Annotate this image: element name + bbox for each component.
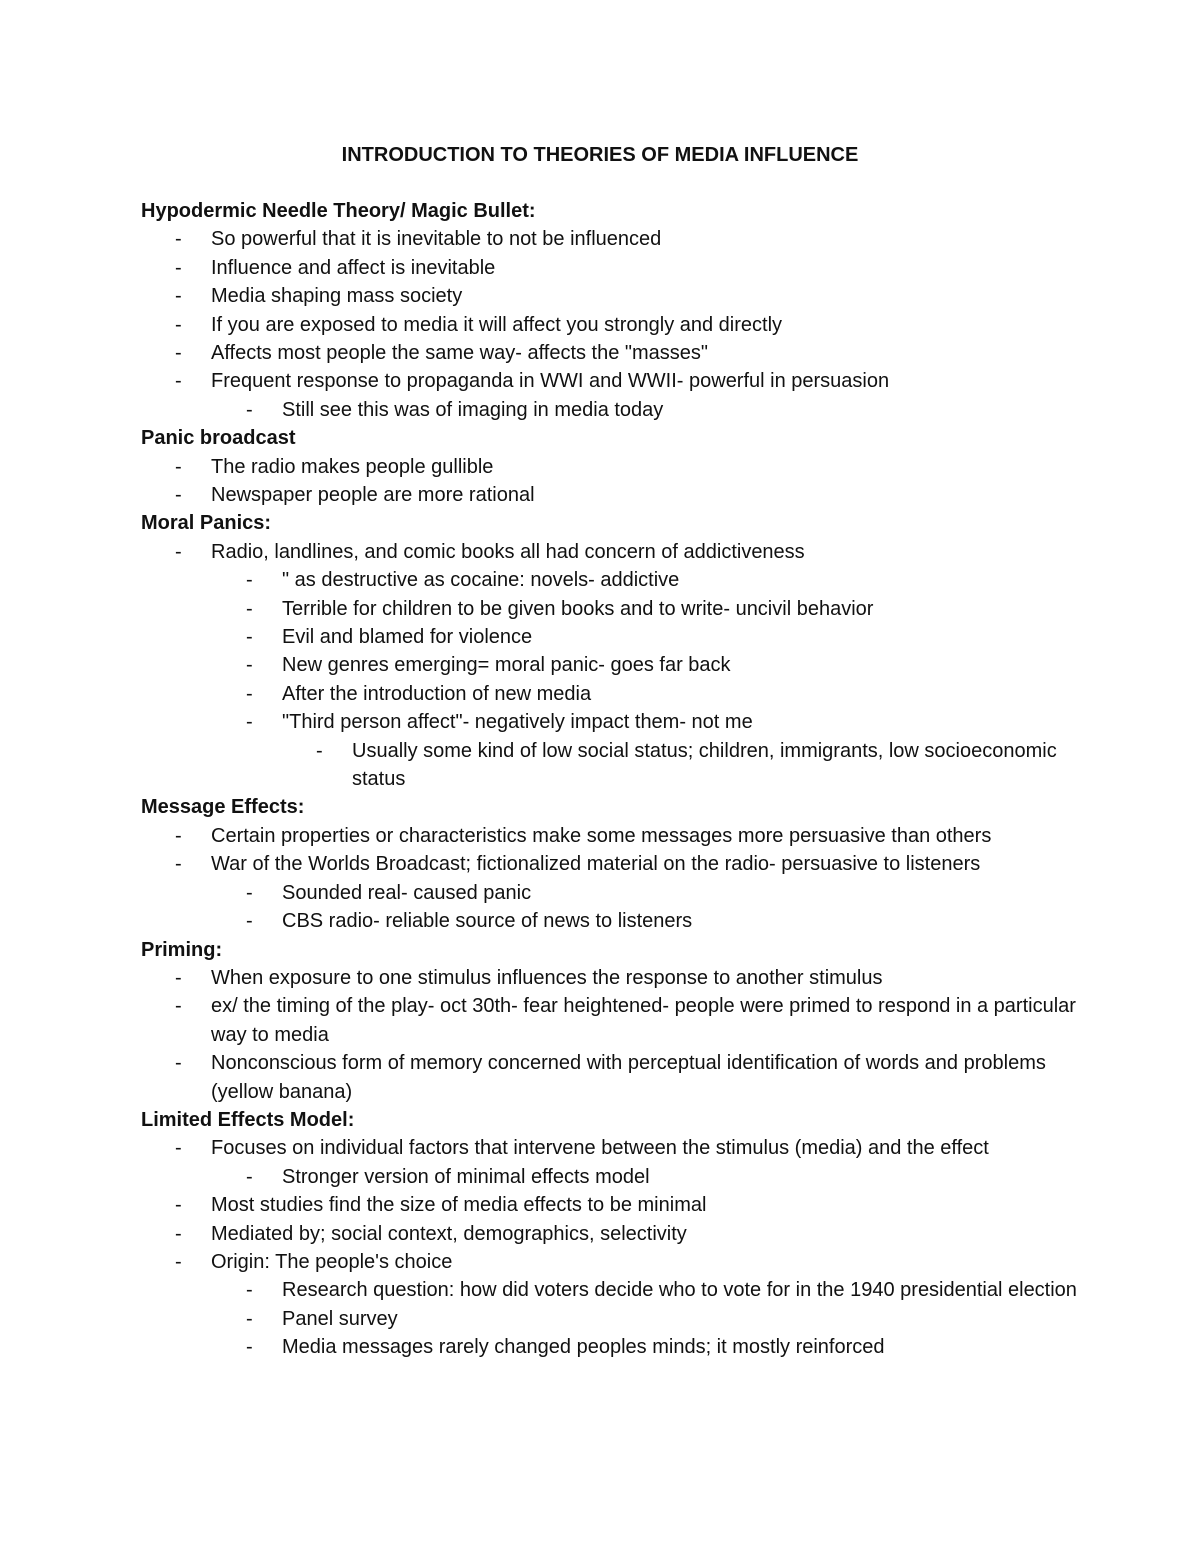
list-item <box>141 708 1081 736</box>
bullet-dash: - <box>246 1336 253 1359</box>
bullet-dash: - <box>175 1250 182 1273</box>
bullet-dash: - <box>175 966 182 989</box>
bullet-dash: - <box>316 739 323 762</box>
list-item-text: Nonconscious form of memory concerned with perceptual identification of words and problems (yellow banana) <box>211 1052 1046 1103</box>
list-item-text: CBS radio- reliable source of news to listeners <box>282 910 693 933</box>
list-item-text: The radio makes people gullible <box>211 455 494 478</box>
list-item-text: Terrible for children to be given books and to write- uncivil behavior <box>282 597 874 620</box>
list-item <box>141 737 1081 794</box>
bullet-dash: - <box>175 824 182 847</box>
bullet-dash: - <box>175 995 182 1018</box>
list-item <box>141 1248 1081 1276</box>
bullet-dash: - <box>175 1194 182 1217</box>
bullet-dash: - <box>246 626 253 649</box>
bullet-dash: - <box>175 484 182 507</box>
list-item <box>141 254 1081 282</box>
list-item <box>141 282 1081 310</box>
section-heading: Limited Effects Model: <box>141 1108 355 1131</box>
list-item-text: When exposure to one stimulus influences the response to another stimulus <box>211 966 883 989</box>
bullet-dash: - <box>246 654 253 677</box>
section-heading: Priming: <box>141 938 223 961</box>
list-item-text: Most studies find the size of media effects to be minimal <box>211 1194 707 1217</box>
list-item <box>141 822 1081 850</box>
section <box>141 509 1081 793</box>
document-title: INTRODUCTION TO THEORIES OF MEDIA INFLUENCE <box>341 144 859 166</box>
list-item-text: Panel survey <box>282 1307 398 1330</box>
list-item <box>141 538 1081 566</box>
section-heading: Message Effects: <box>141 796 305 819</box>
bullet-dash: - <box>246 711 253 734</box>
list-item <box>141 1134 1081 1162</box>
bullet-list <box>141 225 1081 424</box>
bullet-list <box>141 453 1081 510</box>
bullet-dash: - <box>246 1279 253 1302</box>
bullet-dash: - <box>175 285 182 308</box>
list-item-text: Research question: how did voters decide who to vote for in the 1940 presidential election <box>282 1279 1077 1302</box>
list-item <box>141 992 1081 1049</box>
bullet-dash: - <box>246 881 253 904</box>
list-item-text: Media messages rarely changed peoples minds; it mostly reinforced <box>282 1336 885 1359</box>
list-item-text: If you are exposed to media it will affect you strongly and directly <box>211 313 783 336</box>
list-item-text: "Third person affect"- negatively impact them- not me <box>282 711 753 734</box>
bullet-list <box>141 1134 1081 1361</box>
list-item-text: Sounded real- caused panic <box>282 881 532 904</box>
list-item <box>141 964 1081 992</box>
section <box>141 197 1081 424</box>
list-item-text: Mediated by; social context, demographics, selectivity <box>211 1222 687 1245</box>
bullet-dash: - <box>246 1165 253 1188</box>
list-item-text: Affects most people the same way- affects the "masses" <box>211 342 709 365</box>
list-item <box>141 595 1081 623</box>
list-item <box>141 566 1081 594</box>
list-item-text: Radio, landlines, and comic books all had concern of addictiveness <box>211 540 805 563</box>
section <box>141 1106 1081 1362</box>
bullet-dash: - <box>175 342 182 365</box>
bullet-dash: - <box>246 398 253 421</box>
section <box>141 936 1081 1106</box>
bullet-dash: - <box>175 540 182 563</box>
list-item <box>141 396 1081 424</box>
list-item-text: " as destructive as cocaine: novels- addictive <box>282 569 680 592</box>
list-item <box>141 1333 1081 1361</box>
bullet-list <box>141 822 1081 936</box>
bullet-dash: - <box>175 1222 182 1245</box>
bullet-dash: - <box>175 256 182 279</box>
list-item <box>141 367 1081 395</box>
list-item <box>141 1276 1081 1304</box>
bullet-dash: - <box>175 1137 182 1160</box>
list-item <box>141 651 1081 679</box>
bullet-dash: - <box>246 1307 253 1330</box>
list-item-text: Usually some kind of low social status; children, immigrants, low socioeconomic status <box>352 739 1057 791</box>
list-item <box>141 623 1081 651</box>
list-item <box>141 225 1081 253</box>
bullet-dash: - <box>175 455 182 478</box>
list-item-text: Evil and blamed for violence <box>282 626 533 649</box>
list-item-text: Media shaping mass society <box>211 285 463 308</box>
list-item <box>141 680 1081 708</box>
bullet-dash: - <box>175 370 182 393</box>
list-item <box>141 1163 1081 1191</box>
bullet-dash: - <box>175 313 182 336</box>
bullet-dash: - <box>175 228 182 251</box>
notes-body <box>141 197 1081 1362</box>
list-item <box>141 481 1081 509</box>
list-item <box>141 1220 1081 1248</box>
section <box>141 793 1081 935</box>
list-item-text: Still see this was of imaging in media today <box>282 398 664 421</box>
list-item-text: War of the Worlds Broadcast; fictionalized material on the radio- persuasive to listeners <box>211 853 981 876</box>
list-item <box>141 907 1081 935</box>
list-item <box>141 1049 1081 1106</box>
list-item-text: ex/ the timing of the play- oct 30th- fear heightened- people were primed to respond in a particular way to media <box>211 995 1076 1046</box>
bullet-dash: - <box>246 597 253 620</box>
list-item-text: Influence and affect is inevitable <box>211 256 496 279</box>
bullet-dash: - <box>175 1052 182 1075</box>
list-item <box>141 850 1081 878</box>
list-item-text: Certain properties or characteristics make some messages more persuasive than others <box>211 824 992 847</box>
section-heading: Hypodermic Needle Theory/ Magic Bullet: <box>141 200 536 222</box>
list-item-text: So powerful that it is inevitable to not be influenced <box>211 228 662 251</box>
list-item <box>141 453 1081 481</box>
list-item <box>141 339 1081 367</box>
bullet-dash: - <box>246 682 253 705</box>
list-item-text: New genres emerging= moral panic- goes far back <box>282 654 731 677</box>
list-item <box>141 879 1081 907</box>
list-item <box>141 311 1081 339</box>
bullet-list <box>141 964 1081 1106</box>
bullet-list <box>141 538 1081 794</box>
section-heading: Moral Panics: <box>141 512 272 535</box>
bullet-dash: - <box>175 853 182 876</box>
bullet-dash: - <box>246 910 253 933</box>
list-item-text: Frequent response to propaganda in WWI and WWII- powerful in persuasion <box>211 370 890 393</box>
list-item-text: Stronger version of minimal effects model <box>282 1165 650 1188</box>
list-item-text: Focuses on individual factors that intervene between the stimulus (media) and the effect <box>211 1137 989 1160</box>
list-item <box>141 1191 1081 1219</box>
list-item <box>141 1305 1081 1333</box>
list-item-text: Origin: The people's choice <box>211 1250 453 1273</box>
section <box>141 424 1081 509</box>
list-item-text: Newspaper people are more rational <box>211 484 535 507</box>
section-heading: Panic broadcast <box>141 427 296 450</box>
bullet-dash: - <box>246 569 253 592</box>
list-item-text: After the introduction of new media <box>282 682 592 705</box>
